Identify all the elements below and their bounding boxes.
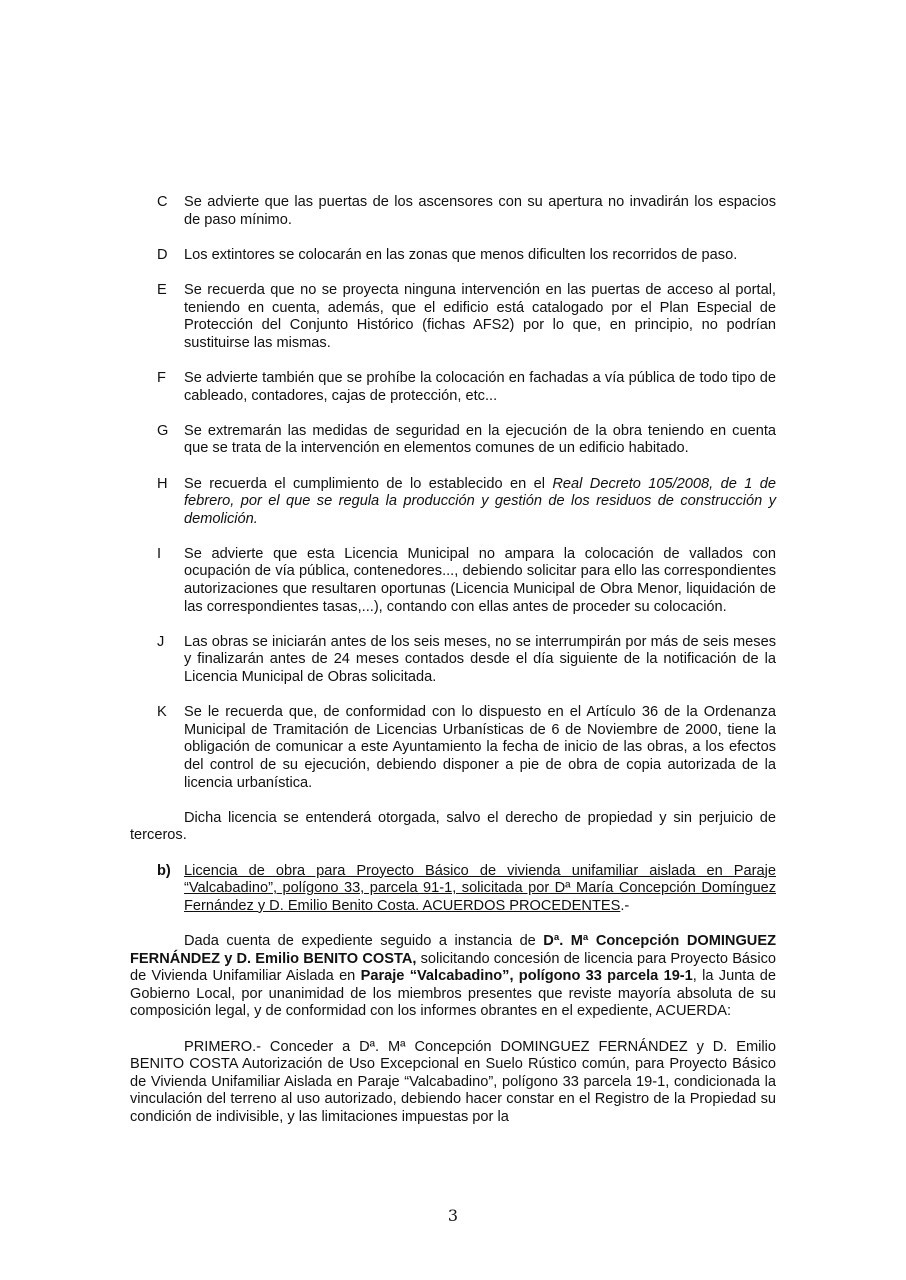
item-text: Se advierte que las puertas de los ascensores con su apertura no invadirán los espacios de paso mínimo. xyxy=(184,194,776,228)
item-text: Las obras se iniciarán antes de los seis meses, no se interrumpirán por más de seis meses y finalizarán antes de 24 meses contados desde el día siguiente de la notificación de la Licencia Municipal de Obras solicitada. xyxy=(184,633,776,686)
item-letter: E xyxy=(157,281,167,298)
item-text: Se advierte que esta Licencia Municipal no ampara la colocación de vallados con ocupación de vía pública, contenedores..., debiendo solicitar para ello las correspondientes autorizaciones que resultaren oportunas (Licencia Municipal de Obra Menor, liquidación de las correspondientes tasas,...), contando con ellas antes de proceder su colocación. xyxy=(184,545,776,615)
list-item-f xyxy=(130,370,776,405)
item-text xyxy=(184,476,776,529)
parcel-bold: Paraje “Valcabadino”, polígono 33 parcela 19-1 xyxy=(360,968,693,985)
list-item-e xyxy=(130,282,776,352)
item-letter: D xyxy=(157,246,168,263)
list-item-c xyxy=(130,194,776,229)
closing-paragraph: Dicha licencia se entenderá otorgada, salvo el derecho de propiedad y sin perjuicio de terceros. xyxy=(130,809,776,844)
applicants-bold: Dª. Mª Concepción DOMINGUEZ FERNÁNDEZ y D. Emilio BENITO COSTA, xyxy=(130,932,776,967)
list-item-d xyxy=(130,247,776,265)
text-run: , la Junta de Gobierno Local, por unanimidad de los miembros presentes que reviste mayoría absoluta de su composición legal, y de conformidad con los informes obrantes en el expediente, ACUERDA: xyxy=(130,968,776,1020)
item-text: Se extremarán las medidas de seguridad en la ejecución de la obra teniendo en cuenta que se trata de la intervención en elementos comunes de un edificio habitado. xyxy=(184,422,776,457)
list-item-i xyxy=(130,546,776,616)
item-letter: H xyxy=(157,475,168,492)
item-letter: J xyxy=(157,633,165,650)
item-text: Los extintores se colocarán en las zonas que menos dificulten los recorridos de paso. xyxy=(184,246,738,263)
list-item-g xyxy=(130,423,776,458)
page-content xyxy=(130,194,776,1144)
text-run: solicitando concesión de licencia para Proyecto Básico de Vivienda Unifamiliar Aislada en xyxy=(130,950,777,985)
item-text: Se le recuerda que, de conformidad con lo dispuesto en el Artículo 36 de la Ordenanza Municipal de Tramitación de Licencias Urbanísticas de 6 de Noviembre de 2000, tiene la obligación de comunicar a este Ayuntamiento la fecha de inicio de las obras, a los efectos del control de su ejecución, debiendo disponer a pie de obra de copia autorizada de la licencia urbanística. xyxy=(184,704,776,791)
section-title-suffix: .- xyxy=(620,897,630,914)
item-letter: K xyxy=(157,704,167,721)
item-letter: C xyxy=(157,194,168,210)
item-text-italic-decree: Real Decreto 105/2008, de 1 de febrero, por el que se regula la producción y gestión de los residuos de construcción y demolición. xyxy=(184,475,776,527)
page-number: 3 xyxy=(447,1206,459,1225)
list-item-k xyxy=(130,704,776,792)
item-letter: F xyxy=(157,369,166,386)
primero-paragraph: PRIMERO.- Conceder a Dª. Mª Concepción DOMINGUEZ FERNÁNDEZ y D. Emilio BENITO COSTA Autorización de Uso Excepcional en Suelo Rústico común, para Proyecto Básico de Vivienda Unifamiliar Aislada en Paraje “Valcabadino”, polígono 33 parcela 19-1, condicionada la vinculación del terreno al uso autorizado, debiendo hacer constar en el Registro de la Propiedad su condición de indivisible, y las limitaciones impuestas por la xyxy=(130,1038,776,1125)
item-text-plain: Se recuerda el cumplimiento de lo establecido en el xyxy=(184,475,553,492)
item-text: Se recuerda que no se proyecta ninguna intervención en las puertas de acceso al portal, teniendo en cuenta, además, que el edificio está catalogado por el Plan Especial de Protección del Conjunto Histórico (fichas AFS2) por lo que, en principio, no podrían sustituirse las mismas. xyxy=(184,281,776,351)
item-letter: G xyxy=(157,422,169,439)
list-item-j xyxy=(130,634,776,687)
section-b-heading xyxy=(130,863,776,916)
list-item-h xyxy=(130,476,776,529)
dada-cuenta-paragraph xyxy=(130,933,776,1021)
section-marker: b) xyxy=(157,862,171,879)
item-letter: I xyxy=(157,545,162,562)
section-title xyxy=(184,863,776,916)
section-title-underlined: Licencia de obra para Proyecto Básico de vivienda unifamiliar aislada en Paraje “Valcabadino”, polígono 33, parcela 91-1, solicitada por Dª María Concepción Domínguez Fernández y D. Emilio Benito Costa. ACUERDOS PROCEDENTES xyxy=(184,862,776,914)
text-run: Dada cuenta de expediente seguido a instancia de xyxy=(184,932,544,949)
item-text: Se advierte también que se prohíbe la colocación en fachadas a vía pública de todo tipo de cableado, contadores, cajas de protección, etc... xyxy=(184,369,776,404)
